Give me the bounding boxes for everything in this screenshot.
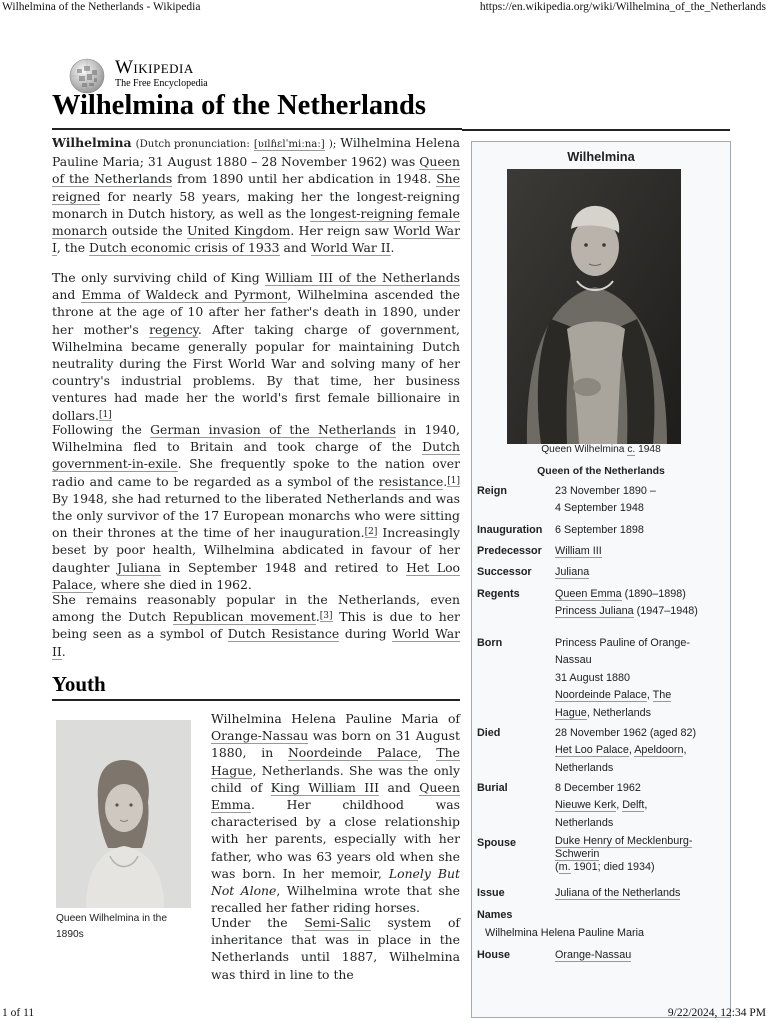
link-born-hague[interactable]: Hague [555, 706, 587, 719]
page-url[interactable]: https://en.wikipedia.org/wiki/Wilhelmina_of_the_Netherlands [479, 1, 766, 13]
title-divider-right [462, 129, 730, 131]
link-king-william-iii[interactable]: King William III [270, 779, 379, 795]
link-regency[interactable]: regency [149, 321, 198, 337]
link-united-kingdom[interactable]: United Kingdom [186, 223, 291, 239]
section-divider [52, 699, 460, 701]
link-emma-of-waldeck[interactable]: Emma of Waldeck and Pyrmont [81, 287, 288, 303]
link-republican-movement[interactable]: Republican movement [172, 609, 316, 625]
link-longest-reigning-female-monarch[interactable]: longest-reigning female monarch [52, 205, 460, 239]
paragraph-3: Following the German invasion of the Netherlands in 1940, Wilhelmina fled to Britain and took charge of the Dutch government-in-exile. She frequently spoke to the nation over radio and came to be regarded as a symbol of the resistance.[1] By 1948, she had returned to the liberated Netherlands and was the only survivor of the 17 European monarchs who were sitting on their thrones at the time of her inauguration.[2] Increasingly beset by poor health, Wilhelmina abdicated in favour of her daughter Juliana in September 1948 and retired to Het Loo Palace, where she died in 1962. [52, 422, 460, 592]
infobox-title: Wilhelmina [567, 149, 635, 164]
title-divider [52, 128, 462, 130]
link-german-invasion[interactable]: German invasion of the Netherlands [150, 422, 396, 437]
link-spouse-line1[interactable]: Duke Henry of Mecklenburg- [555, 835, 693, 847]
youth-paragraph-1: Wilhelmina Helena Pauline Maria of Orange-Nassau was born on 31 August 1880, in Noordeinde Palace, The Hague, Netherlands. She was the only child of King William III and Queen Emma. Her childhood was characterised by a close relationship with her parents, especially with her father, who was 63 years old when she was born. In her memoir, Lonely But Not Alone, Wilhelmina wrote that she recalled her father riding horses. [211, 711, 461, 916]
print-header [2, 1, 766, 17]
link-juliana[interactable]: Juliana [117, 559, 161, 575]
citation-3[interactable]: [3] [319, 611, 333, 622]
wikipedia-tagline: The Free Encyclopedia [115, 78, 208, 89]
link-the-hague[interactable]: The Hague [211, 745, 460, 778]
paragraph-2: The only surviving child of King William III of the Netherlands and Emma of Waldeck and Pyrmont, Wilhelmina ascended the throne at the age of 10 after her father's death in 1890, under her mother's regency. After taking charge of government, Wilhelmina became generally popular for maintaining Dutch neutrality during the First World War and solving many of her country's industrial problems. By that time, her business ventures had made her the world's first female billionaire in dollars.[1] [52, 270, 461, 423]
link-predecessor[interactable]: William III [555, 545, 602, 557]
link-burial-nieuwe-kerk[interactable]: Nieuwe Kerk [555, 799, 617, 812]
link-william-iii[interactable]: William III of the Netherlands [265, 270, 461, 285]
link-world-war-ii-b[interactable]: World War II [52, 626, 460, 659]
infobox-portrait[interactable] [507, 169, 681, 444]
link-dutch-government-in-exile[interactable]: Dutch government-in-exile [52, 439, 460, 472]
link-het-loo-palace[interactable]: Het Loo Palace [52, 559, 460, 592]
link-born-the[interactable]: The [652, 689, 672, 702]
infobox-names-value: Wilhelmina Helena Pauline Maria [485, 927, 645, 939]
link-died-het-loo[interactable]: Het Loo Palace [555, 744, 629, 757]
link-married[interactable]: m. [558, 861, 571, 873]
link-world-war-i[interactable]: World War I [52, 223, 460, 256]
pronunciation-link[interactable]: [ʋɪlɦɛlˈmiːnaː] [253, 139, 325, 150]
link-semi-salic[interactable]: Semi-Salic [304, 915, 371, 930]
link-resistance[interactable]: resistance [378, 473, 444, 489]
paragraph-4: She remains reasonably popular in the Netherlands, even among the Dutch Republican movement.[3] This is due to her being seen as a symbol of Dutch Resistance during World War II. [52, 592, 460, 659]
print-datetime: 9/22/2024, 12:34 PM [667, 1007, 766, 1019]
citation-1b[interactable]: [1] [447, 475, 460, 486]
portrait-girl-image [56, 720, 191, 908]
young-wilhelmina-photo[interactable] [56, 720, 191, 908]
link-issue[interactable]: Juliana of the Netherlands [555, 887, 681, 899]
link-died-apeldoorn[interactable]: Apeldoorn [634, 744, 684, 757]
portrait-queen-image [507, 169, 681, 444]
link-born-noordeinde-palace[interactable]: Noordeinde Palace [555, 689, 647, 702]
youth-paragraph-2: Under the Semi-Salic system of inheritance that was in place in the Netherlands until 1887, Wilhelmina was third in line to the [211, 915, 461, 982]
infobox: Wilhelmina Queen Wilhelmina c. 1948 Queen of the Netherlands Reign 23 November 1890 – 4 September 1948 Inauguration 6 September 1898 Predecessor William III Successor Juliana Regents Queen Emma (1890–1898) Princess Juliana (1947–1948) Born Princess Pauline of Orange- Nassau 31 August 1880 Noordeinde Palace, The Hague, Netherlands Died 28 November 1962 (aged 82) Het Loo Palace, Apeldoorn, Netherlands Burial 8 December 1962 Nieuwe Kerk, Delft, Netherlands Spouse Duke Henry of Mecklenburg- Schwerin (m. 1901; died 1934) Issue Juliana of the Netherlands Names Wilhelmina Helena Pauline Maria House Orange-Nassau [471, 141, 731, 1018]
link-dutch-resistance[interactable]: Dutch Resistance [227, 626, 340, 642]
link-queen-emma[interactable]: Queen Emma [211, 779, 460, 813]
infobox-caption: Queen Wilhelmina c. 1948 [541, 444, 661, 455]
link-regent-princess-juliana[interactable]: Princess Juliana [555, 605, 634, 618]
wikipedia-wordmark: Wikipedia [115, 57, 194, 78]
citation-2[interactable]: [2] [364, 527, 378, 538]
page-tab-title: Wilhelmina of the Netherlands - Wikipedia [2, 1, 201, 13]
subject-name: Wilhelmina [52, 135, 132, 150]
link-queen-of-netherlands[interactable]: Queen of the Netherlands [52, 154, 460, 187]
print-footer [2, 1007, 766, 1021]
link-dutch-economic-crisis[interactable]: Dutch economic crisis of 1933 [89, 240, 280, 256]
young-wilhelmina-caption: Queen Wilhelmina in the 1890s [56, 913, 167, 940]
link-noordeinde-palace[interactable]: Noordeinde Palace [287, 745, 418, 761]
link-house[interactable]: Orange-Nassau [555, 949, 632, 961]
circa-link[interactable]: c. [627, 444, 636, 455]
lead-paragraph: Wilhelmina (Dutch pronunciation: [ʋɪlɦɛlˈmiːnaː] ); Wilhelmina Helena Pauline Maria; 31 August 1880 – 28 November 1962) was Queen of the Netherlands from 1890 until her abdication in 1948. She reigned for nearly 58 years, making her the longest-reigning monarch in Dutch history, as well as the longest-reigning female monarch outside the United Kingdom. Her reign saw World War I, the Dutch economic crisis of 1933 and World War II. [52, 135, 460, 256]
link-successor[interactable]: Juliana [555, 566, 590, 578]
link-orange-nassau[interactable]: Orange-Nassau [211, 728, 309, 744]
citation-1[interactable]: [1] [98, 409, 112, 420]
memoir-title: Lonely But Not Alone [211, 865, 460, 899]
infobox-subtitle: Queen of the Netherlands [537, 465, 665, 477]
link-she-reigned[interactable]: She reigned [52, 171, 460, 204]
section-heading-youth: Youth [52, 672, 106, 696]
wikipedia-logo[interactable] [68, 55, 268, 95]
link-regent-queen-emma[interactable]: Queen Emma [555, 588, 622, 600]
link-spouse-line2[interactable]: Schwerin [555, 848, 600, 860]
link-world-war-ii[interactable]: World War II [310, 240, 391, 256]
link-burial-delft[interactable]: Delft [622, 799, 645, 812]
page-number: 1 of 11 [2, 1007, 35, 1019]
page-title: Wilhelmina of the Netherlands [52, 90, 426, 121]
